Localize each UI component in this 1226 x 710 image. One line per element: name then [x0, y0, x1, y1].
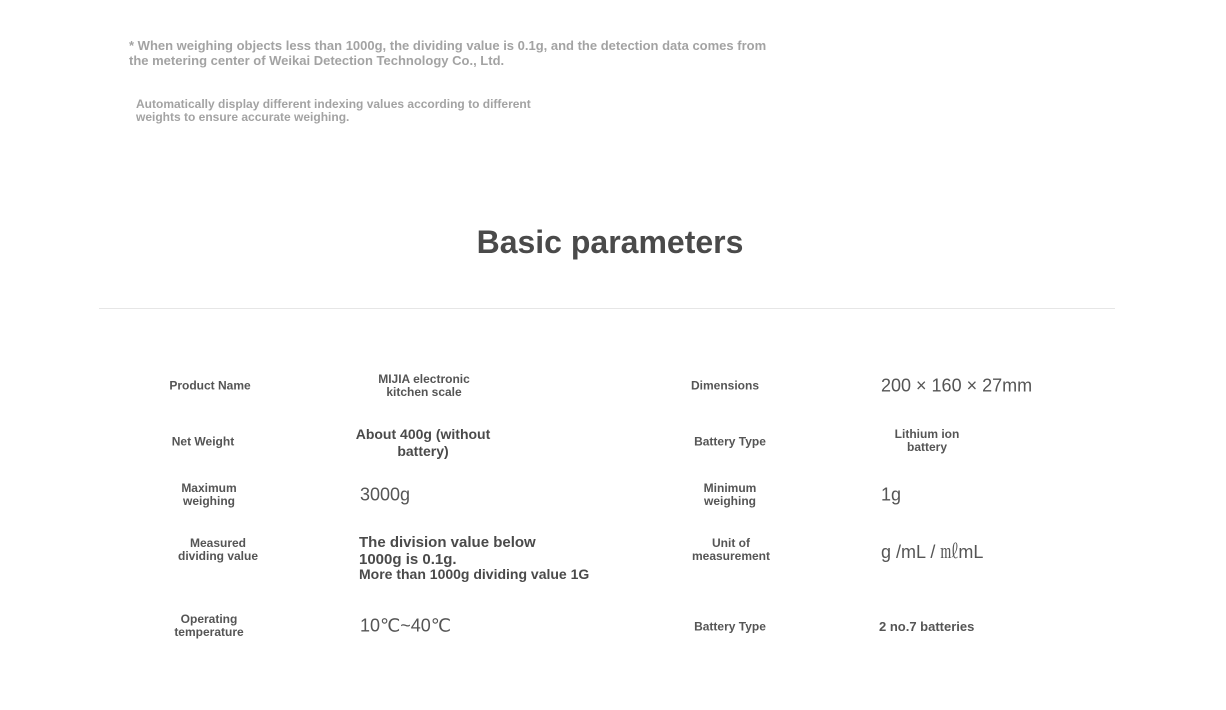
net-weight-value: About 400g (without battery) [355, 426, 491, 459]
metering-note: * When weighing objects less than 1000g, the dividing value is 0.1g, and the detection data comes from the metering center of Weikai Detection Technology Co., Ltd. [129, 38, 767, 68]
min-weighing-value: 1g [881, 484, 902, 505]
battery-type-label: Battery Type [694, 434, 766, 449]
unit-value: g /mL / ㎖mL [881, 542, 984, 562]
page-title: Basic parameters [476, 224, 744, 260]
operating-temp-label: Operating temperature [174, 612, 244, 639]
dividing-value-line2: More than 1000g dividing value 1G [359, 566, 590, 582]
dimensions-value: 200 × 160 × 27mm [881, 375, 1033, 396]
operating-temp-value: 10℃~40℃ [360, 615, 451, 636]
indexing-note: Automatically display different indexing values according to different weights to ensure accurate weighing. [136, 97, 531, 124]
divider [99, 308, 1115, 309]
max-weighing-label: Maximum weighing [181, 481, 237, 508]
battery-type-2-label: Battery Type [694, 619, 766, 634]
dividing-value-line1: The division value below 1000g is 0.1g. [359, 534, 536, 568]
max-weighing-value: 3000g [360, 484, 411, 505]
battery-type-2-value: 2 no.7 batteries [879, 619, 975, 634]
product-name-value: MIJIA electronic kitchen scale [378, 372, 470, 399]
dimensions-label: Dimensions [690, 378, 759, 393]
net-weight-label: Net Weight [171, 434, 235, 449]
unit-label: Unit of measurement [691, 536, 771, 563]
battery-type-value: Lithium ion battery [894, 427, 960, 454]
product-name-label: Product Name [169, 378, 251, 393]
dividing-value-label: Measured dividing value [177, 536, 258, 563]
min-weighing-label: Minimum weighing [703, 481, 757, 508]
